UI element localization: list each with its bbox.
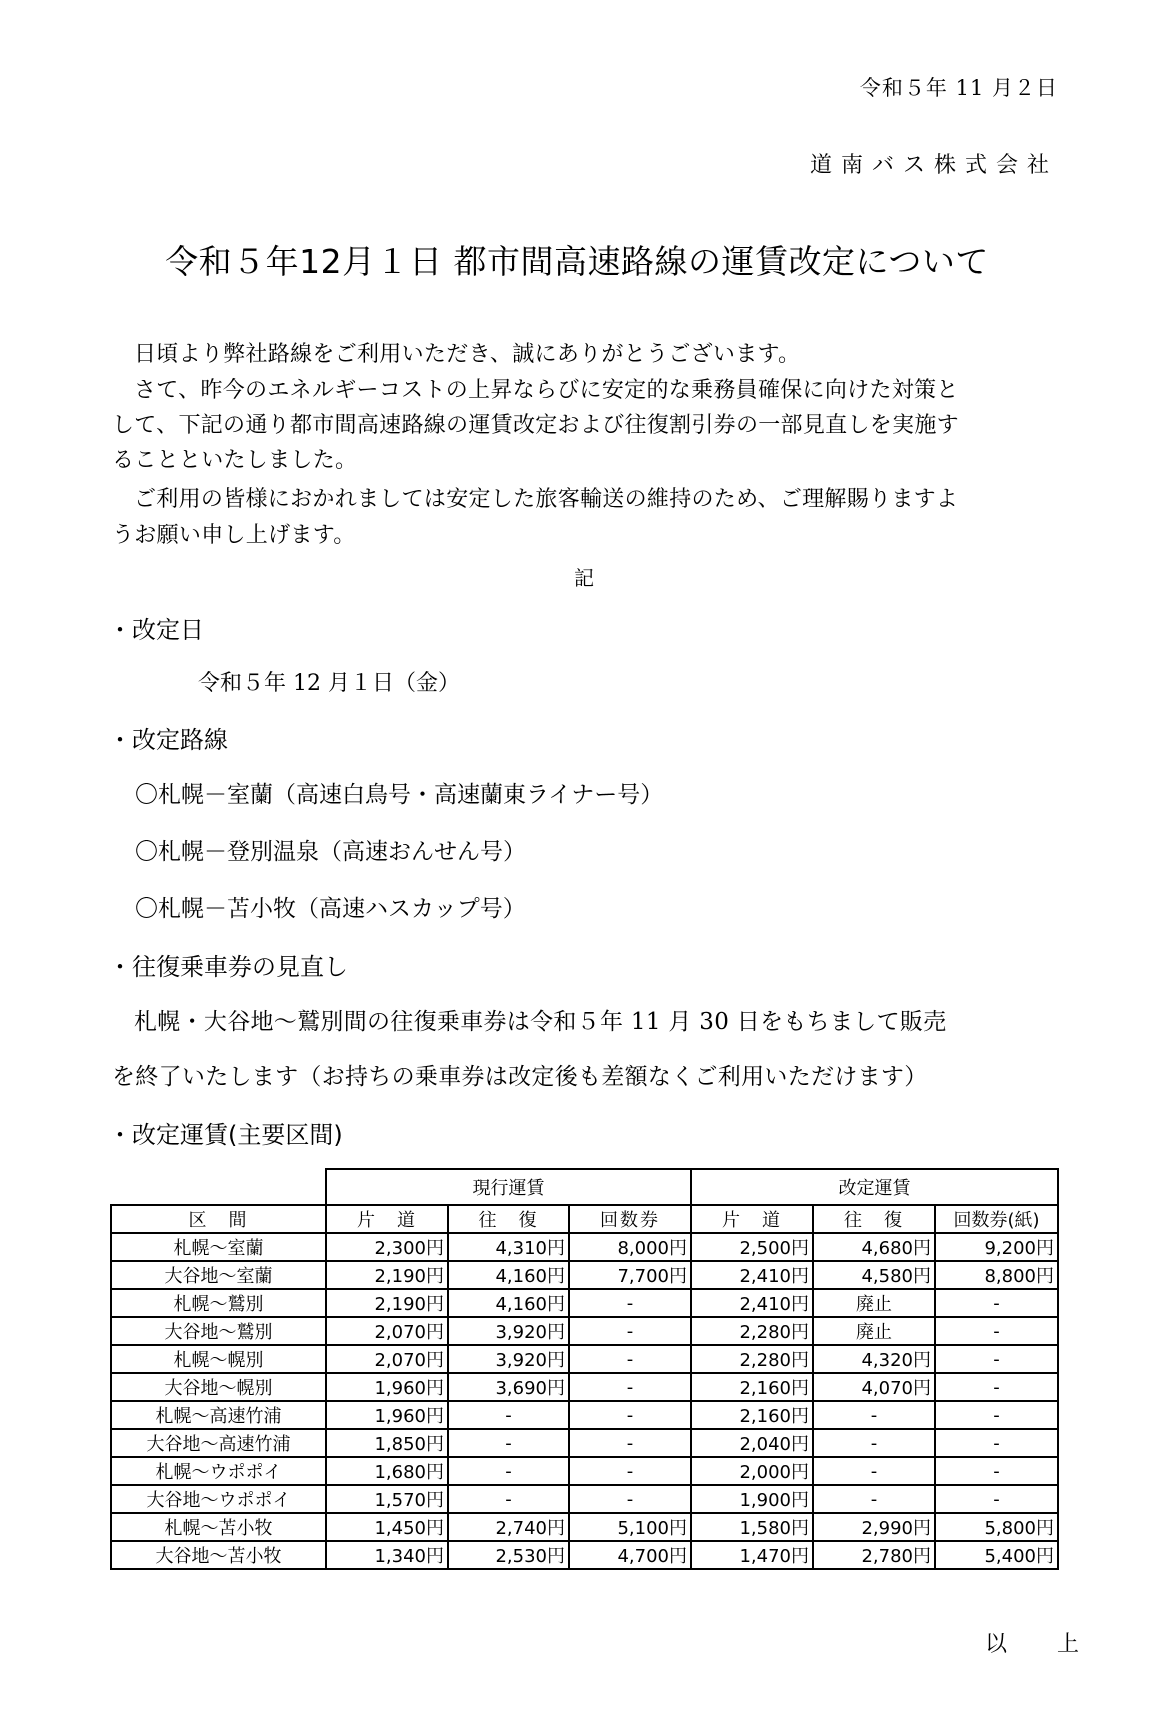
group-revised-fare: 改定運賃 <box>691 1169 1058 1205</box>
fare-cell: 9,200円 <box>935 1233 1058 1261</box>
fare-cell: 8,000円 <box>569 1233 691 1261</box>
table-row <box>111 1289 1058 1317</box>
fare-cell: 5,400円 <box>935 1541 1058 1569</box>
table-row <box>111 1317 1058 1345</box>
fare-cell: 4,310円 <box>448 1233 569 1261</box>
fare-cell: 1,960円 <box>326 1401 448 1429</box>
section-cell: 大谷地～高速竹浦 <box>111 1429 326 1457</box>
fare-cell: 2,160円 <box>691 1401 813 1429</box>
column-header: 片 道 <box>326 1205 448 1233</box>
section-cell: 札幌～幌別 <box>111 1345 326 1373</box>
fare-cell: - <box>569 1401 691 1429</box>
section-cell: 札幌～高速竹浦 <box>111 1401 326 1429</box>
fare-cell: - <box>569 1457 691 1485</box>
fare-cell: 5,800円 <box>935 1513 1058 1541</box>
table-row <box>111 1541 1058 1569</box>
fare-cell: 2,300円 <box>326 1233 448 1261</box>
intro-line: 日頃より弊社路線をご利用いただき、誠にありがとうございます。 <box>134 342 801 367</box>
fare-cell: 2,160円 <box>691 1373 813 1401</box>
section-cell: 大谷地～幌別 <box>111 1373 326 1401</box>
column-header: 往 復 <box>448 1205 569 1233</box>
closing-mark: 以 上 <box>985 1632 1094 1657</box>
fare-cell: 5,100円 <box>569 1513 691 1541</box>
fare-cell: - <box>569 1345 691 1373</box>
fare-cell: - <box>448 1401 569 1429</box>
fare-cell: 1,470円 <box>691 1541 813 1569</box>
section-cell: 大谷地～室蘭 <box>111 1261 326 1289</box>
table-row <box>111 1233 1058 1261</box>
fare-cell: - <box>935 1289 1058 1317</box>
heading-routes: ・改定路線 <box>108 726 228 754</box>
round-trip-line: を終了いたします（お持ちの乗車券は改定後も差額なくご利用いただけます） <box>112 1064 928 1090</box>
section-cell: 札幌～ウポポイ <box>111 1457 326 1485</box>
fare-cell: 1,680円 <box>326 1457 448 1485</box>
group-header-row <box>111 1169 1058 1205</box>
fare-cell: - <box>569 1317 691 1345</box>
fare-cell: 1,450円 <box>326 1513 448 1541</box>
section-cell: 大谷地～苫小牧 <box>111 1541 326 1569</box>
document-title: 令和５年12月１日 都市間高速路線の運賃改定について <box>165 242 989 281</box>
fare-cell: 7,700円 <box>569 1261 691 1289</box>
fare-cell: 廃止 <box>813 1289 935 1317</box>
fare-cell: 4,070円 <box>813 1373 935 1401</box>
fare-cell: 2,190円 <box>326 1261 448 1289</box>
fare-cell: 2,280円 <box>691 1345 813 1373</box>
table-row <box>111 1373 1058 1401</box>
fare-table-body <box>111 1233 1058 1569</box>
heading-round-trip: ・往復乗車券の見直し <box>108 953 348 981</box>
fare-cell: - <box>935 1373 1058 1401</box>
fare-cell: - <box>935 1317 1058 1345</box>
fare-cell: 4,700円 <box>569 1541 691 1569</box>
fare-cell: - <box>448 1457 569 1485</box>
route-item: 〇札幌－室蘭（高速白鳥号・高速蘭東ライナー号） <box>135 782 664 808</box>
fare-cell: - <box>935 1345 1058 1373</box>
section-cell: 札幌～鷲別 <box>111 1289 326 1317</box>
fare-cell: 2,990円 <box>813 1513 935 1541</box>
table-row <box>111 1261 1058 1289</box>
fare-cell: 2,000円 <box>691 1457 813 1485</box>
fare-cell: - <box>935 1401 1058 1429</box>
route-item: 〇札幌－苫小牧（高速ハスカップ号） <box>135 896 526 922</box>
intro-line: さて、昨今のエネルギーコストの上昇ならびに安定的な乗務員確保に向けた対策と <box>134 378 959 403</box>
fare-cell: - <box>448 1429 569 1457</box>
fare-cell: 2,740円 <box>448 1513 569 1541</box>
document-date: 令和５年 11 月２日 <box>859 76 1058 100</box>
fare-cell: - <box>569 1289 691 1317</box>
fare-cell: 3,690円 <box>448 1373 569 1401</box>
column-header: 片 道 <box>691 1205 813 1233</box>
blank-cell <box>111 1169 326 1205</box>
revision-date-value: 令和５年 12 月１日（金） <box>198 671 460 696</box>
fare-cell: 2,500円 <box>691 1233 813 1261</box>
table-row <box>111 1401 1058 1429</box>
column-header: 回数券(紙) <box>935 1205 1058 1233</box>
fare-cell: - <box>813 1485 935 1513</box>
fare-cell: 廃止 <box>813 1317 935 1345</box>
section-cell: 大谷地～ウポポイ <box>111 1485 326 1513</box>
column-header-row <box>111 1205 1058 1233</box>
intro-line: ることといたしました。 <box>112 448 358 473</box>
heading-fares: ・改定運賃(主要区間) <box>108 1121 343 1149</box>
fare-cell: 4,680円 <box>813 1233 935 1261</box>
fare-cell: 2,070円 <box>326 1317 448 1345</box>
round-trip-line: 札幌・大谷地～鷲別間の往復乗車券は令和５年 11 月 30 日をもちまして販売 <box>134 1009 947 1035</box>
fare-cell: 4,160円 <box>448 1261 569 1289</box>
table-row <box>111 1429 1058 1457</box>
intro-line: うお願い申し上げます。 <box>112 523 356 548</box>
company-name: 道南バス株式会社 <box>809 153 1058 178</box>
fare-cell: 2,070円 <box>326 1345 448 1373</box>
fare-cell: - <box>813 1429 935 1457</box>
fare-cell: - <box>935 1457 1058 1485</box>
table-row <box>111 1513 1058 1541</box>
fare-cell: 4,580円 <box>813 1261 935 1289</box>
fare-cell: 3,920円 <box>448 1317 569 1345</box>
fare-cell: 3,920円 <box>448 1345 569 1373</box>
fare-cell: - <box>813 1401 935 1429</box>
intro-line: ご利用の皆様におかれましては安定した旅客輸送の維持のため、ご理解賜りますよ <box>134 487 959 512</box>
fare-cell: 4,160円 <box>448 1289 569 1317</box>
heading-revision-date: ・改定日 <box>108 616 204 644</box>
fare-cell: 1,900円 <box>691 1485 813 1513</box>
section-cell: 大谷地～鷲別 <box>111 1317 326 1345</box>
fare-cell: - <box>935 1429 1058 1457</box>
fare-cell: 1,960円 <box>326 1373 448 1401</box>
intro-line: して、下記の通り都市間高速路線の運賃改定および往復割引券の一部見直しを実施す <box>112 413 959 438</box>
fare-cell: 2,410円 <box>691 1261 813 1289</box>
fare-cell: - <box>569 1485 691 1513</box>
fare-cell: 1,850円 <box>326 1429 448 1457</box>
ki-marker: 記 <box>574 566 594 590</box>
fare-cell: - <box>448 1485 569 1513</box>
fare-cell: 1,340円 <box>326 1541 448 1569</box>
column-header: 往 復 <box>813 1205 935 1233</box>
fare-cell: - <box>569 1429 691 1457</box>
fare-cell: 2,530円 <box>448 1541 569 1569</box>
fare-cell: 1,580円 <box>691 1513 813 1541</box>
fare-cell: 1,570円 <box>326 1485 448 1513</box>
fare-cell: - <box>569 1373 691 1401</box>
fare-table-container <box>110 1168 1059 1570</box>
column-header: 区 間 <box>111 1205 326 1233</box>
fare-cell: 2,280円 <box>691 1317 813 1345</box>
group-current-fare: 現行運賃 <box>326 1169 691 1205</box>
table-row <box>111 1485 1058 1513</box>
section-cell: 札幌～苫小牧 <box>111 1513 326 1541</box>
fare-table <box>110 1168 1059 1570</box>
fare-cell: 2,190円 <box>326 1289 448 1317</box>
fare-cell: 2,410円 <box>691 1289 813 1317</box>
section-cell: 札幌～室蘭 <box>111 1233 326 1261</box>
fare-cell: 2,780円 <box>813 1541 935 1569</box>
column-header: 回数券 <box>569 1205 691 1233</box>
fare-cell: - <box>813 1457 935 1485</box>
table-row <box>111 1457 1058 1485</box>
fare-cell: 4,320円 <box>813 1345 935 1373</box>
table-row <box>111 1345 1058 1373</box>
fare-cell: 8,800円 <box>935 1261 1058 1289</box>
route-item: 〇札幌－登別温泉（高速おんせん号） <box>135 839 526 865</box>
fare-cell: - <box>935 1485 1058 1513</box>
fare-cell: 2,040円 <box>691 1429 813 1457</box>
